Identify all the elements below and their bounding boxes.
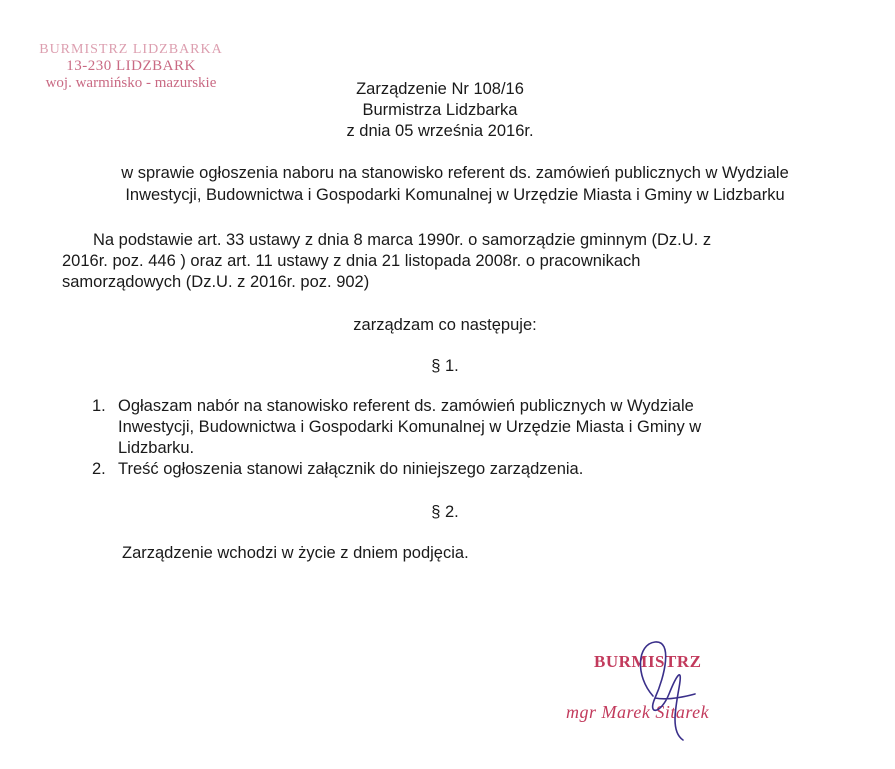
- office-stamp: [0, 42, 262, 92]
- section-1-list: [82, 396, 802, 480]
- list-item-line: Lidzbarku.: [118, 439, 195, 457]
- list-item: [82, 459, 802, 480]
- section-2-heading: § 2.: [431, 503, 459, 521]
- signature-stamp-name: mgr Marek Sitarek: [566, 702, 710, 722]
- list-item-line: Treść ogłoszenia stanowi załącznik do niniejszego zarządzenia.: [118, 460, 584, 478]
- document-issuer: Burmistrza Lidzbarka: [362, 101, 518, 119]
- basis-line: 2016r. poz. 446 ) oraz art. 11 ustawy z dnia 21 listopada 2008r. o pracownikach: [62, 252, 641, 270]
- list-item-number: 1.: [92, 397, 106, 415]
- stamp-line-office: BURMISTRZ LIDZBARKA: [39, 42, 223, 57]
- subject-line: Inwestycji, Budownictwa i Gospodarki Komunalnej w Urzędzie Miasta i Gminy w Lidzbarku: [125, 186, 785, 204]
- document-date: z dnia 05 września 2016r.: [346, 122, 534, 140]
- handwritten-signature: [625, 636, 705, 746]
- list-item-number: 2.: [92, 460, 106, 478]
- signature-stamp-title: BURMISTRZ: [594, 652, 702, 671]
- basis-line: samorządowych (Dz.U. z 2016r. poz. 902): [62, 273, 370, 291]
- decree-statement: zarządzam co następuje:: [353, 316, 537, 334]
- document-title: Zarządzenie Nr 108/16: [356, 80, 524, 98]
- subject-line: w sprawie ogłoszenia naboru na stanowisko referent ds. zamówień publicznych w Wydziale: [121, 164, 789, 182]
- section-1-heading: § 1.: [431, 357, 459, 375]
- legal-basis: [62, 230, 822, 293]
- basis-line: Na podstawie art. 33 ustawy z dnia 8 marca 1990r. o samorządzie gminnym (Dz.U. z: [93, 231, 712, 249]
- list-item: [82, 396, 802, 459]
- stamp-line-region: woj. warmińsko - mazurskie: [45, 75, 217, 91]
- list-item-line: Ogłaszam nabór na stanowisko referent ds. zamówień publicznych w Wydziale: [118, 397, 694, 415]
- list-item-line: Inwestycji, Budownictwa i Gospodarki Komunalnej w Urzędzie Miasta i Gminy w: [118, 418, 702, 436]
- stamp-line-address: 13-230 LIDZBARK: [66, 58, 196, 74]
- document-header: [240, 79, 640, 142]
- section-2-text: Zarządzenie wchodzi w życie z dniem podjęcia.: [122, 544, 469, 562]
- document-subject: [55, 162, 855, 206]
